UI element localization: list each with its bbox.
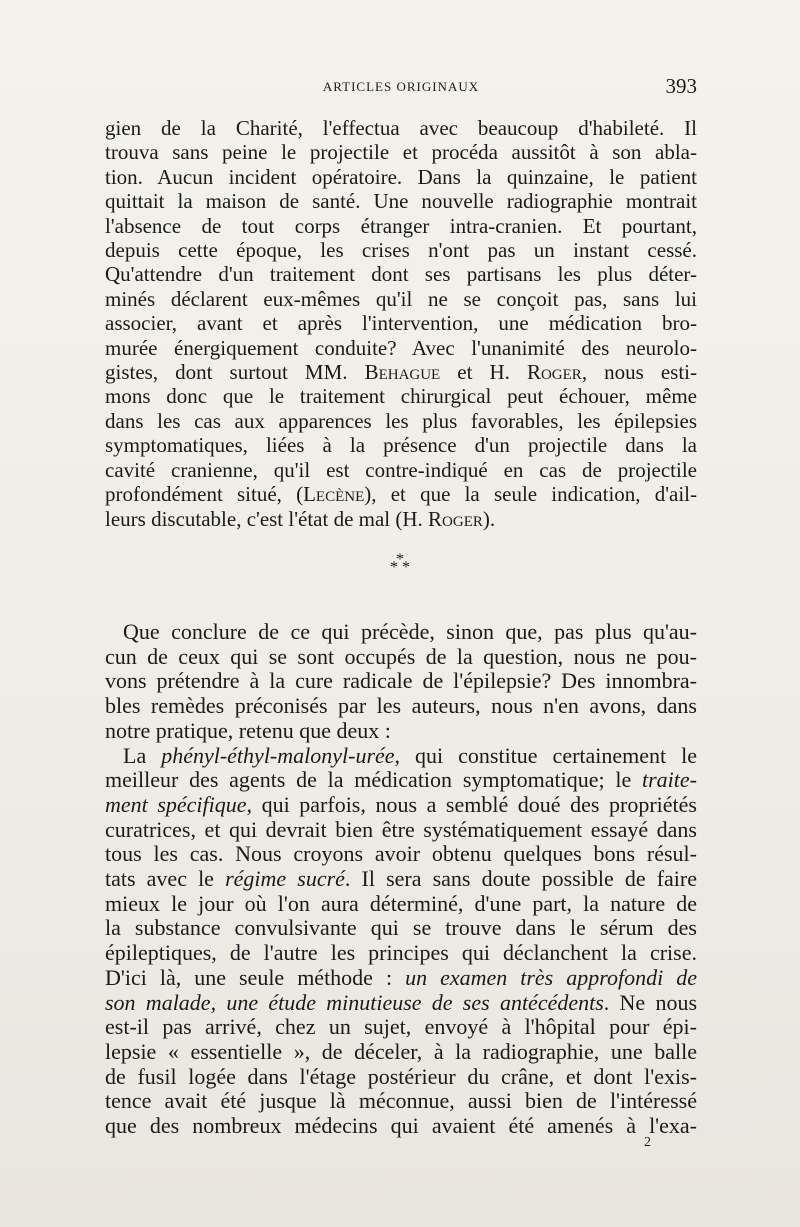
italic-term: son malade, une étude minutieuse de ses antécédents	[105, 990, 604, 1015]
italic-term: traite-	[642, 768, 697, 793]
text-line	[105, 793, 697, 818]
text-line	[105, 867, 697, 892]
asterism-divider	[0, 551, 800, 576]
text-run: et H.	[440, 360, 527, 385]
text-line: bles remèdes préconisés par les auteurs, nous n'en avons, dans	[105, 694, 697, 719]
text-run: , qui constitue certainement le	[394, 743, 697, 768]
author-name: Lecène	[303, 482, 365, 507]
text-line: murée énergiquement conduite? Avec l'unanimité des neurolo-	[105, 335, 697, 360]
text-run: , qui parfois, nous a semblé doué des propriétés	[246, 792, 697, 817]
text-line: mieux le jour où l'on aura déterminé, d'une part, la nature de	[105, 891, 697, 916]
text-line: curatrices, et qui devrait bien être systématiquement essayé dans	[105, 817, 697, 842]
text-line	[105, 507, 697, 531]
text-run: tats avec le	[105, 867, 226, 892]
author-name: Roger	[428, 506, 483, 531]
text-line: tous les cas. Nous croyons avoir obtenu quelques bons résul-	[105, 842, 697, 867]
page-number: 393	[665, 74, 697, 98]
text-line: l'absence de tout corps étranger intra-cranien. Et pourtant,	[105, 213, 697, 238]
text-line: est-il pas arrivé, chez un sujet, envoyé à l'hôpital pour épi-	[105, 1015, 697, 1040]
text-run: meilleur des agents de la médication symptomatique; le	[105, 768, 642, 793]
text-line: symptomatiques, liées à la présence d'un projectile dans la	[105, 433, 697, 458]
text-line: cavité cranienne, qu'il est contre-indiqué en cas de projectile	[105, 457, 697, 482]
text-line: que des nombreux médecins qui avaient été amenés à l'exa-	[105, 1114, 697, 1139]
text-line: minés déclarent eux-mêmes qu'il ne se conçoit pas, sans lui	[105, 286, 697, 311]
author-name: Roger	[526, 360, 582, 385]
text-line	[105, 360, 697, 384]
text-line: tence avait été jusque là méconnue, aussi bien de l'intéressé	[105, 1089, 697, 1114]
text-line: vons prétendre à la cure radicale de l'épilepsie? Des innombra-	[105, 669, 697, 694]
text-line: mons donc que le traitement chirurgical peut échouer, même	[105, 384, 697, 409]
text-line: cun de ceux qui se sont occupés de la question, nous ne pou-	[105, 644, 697, 669]
text-line	[105, 966, 697, 991]
text-run: leurs discutable, c'est l'état de mal (H.	[105, 506, 429, 531]
text-line: trouva sans peine le projectile et procéda aussitôt à son abla-	[105, 140, 697, 165]
text-line	[105, 744, 697, 769]
text-run: , nous esti-	[581, 360, 697, 385]
text-line: lepsie « essentielle », de déceler, à la radiographie, une balle	[105, 1039, 697, 1064]
asterism-glyph: * * *	[390, 551, 410, 576]
text-run: D'ici là, une seule méthode :	[105, 965, 406, 990]
text-run: . Ne nous	[603, 990, 697, 1015]
paragraph-2	[105, 620, 697, 1139]
text-line: tion. Aucun incident opératoire. Dans la quinzaine, le patient	[105, 164, 697, 189]
italic-term: phényl-éthyl-malonyl-urée	[161, 743, 395, 768]
text-line: la substance convulsivante qui se trouve dans le sérum des	[105, 916, 697, 941]
text-line: Que conclure de ce qui précède, sinon que, pas plus qu'au-	[123, 620, 697, 644]
italic-term: un examen très approfondi de	[405, 965, 697, 990]
page-header	[105, 74, 697, 98]
text-run: ), et que la seule indication, d'ail-	[364, 482, 697, 507]
text-line: épileptiques, de l'autre les principes qui déclanchent la crise.	[105, 941, 697, 966]
text-run: profondément situé, (	[105, 482, 304, 507]
text-run: gistes, dont surtout MM.	[105, 360, 365, 385]
paragraph-1	[105, 116, 697, 531]
text-run: . Il sera sans doute possible de faire	[344, 867, 697, 892]
author-name: Behague	[364, 360, 441, 385]
text-line: quittait la maison de santé. Une nouvelle radiographie montrait	[105, 189, 697, 214]
text-line	[105, 482, 697, 506]
text-run: ).	[482, 506, 496, 531]
running-title: ARTICLES ORIGINAUX	[322, 79, 480, 94]
text-line: de fusil logée dans l'étage postérieur du crâne, et dont l'exis-	[105, 1064, 697, 1089]
italic-term: ment spécifique	[105, 792, 247, 817]
text-run: La	[123, 743, 162, 768]
text-line	[105, 768, 697, 793]
text-line: gien de la Charité, l'effectua avec beaucoup d'habileté. Il	[105, 116, 697, 140]
text-line: notre pratique, retenu que deux :	[105, 718, 391, 743]
text-line: Qu'attendre d'un traitement dont ses partisans les plus déter-	[105, 262, 697, 287]
text-line: depuis cette époque, les crises n'ont pas un instant cessé.	[105, 238, 697, 263]
text-line: associer, avant et après l'intervention, une médication bro-	[105, 311, 697, 336]
text-line: dans les cas aux apparences les plus favorables, les épilepsies	[105, 408, 697, 433]
signature-mark: 2	[644, 1135, 651, 1150]
italic-term: régime sucré	[225, 867, 345, 892]
text-line	[105, 991, 697, 1016]
